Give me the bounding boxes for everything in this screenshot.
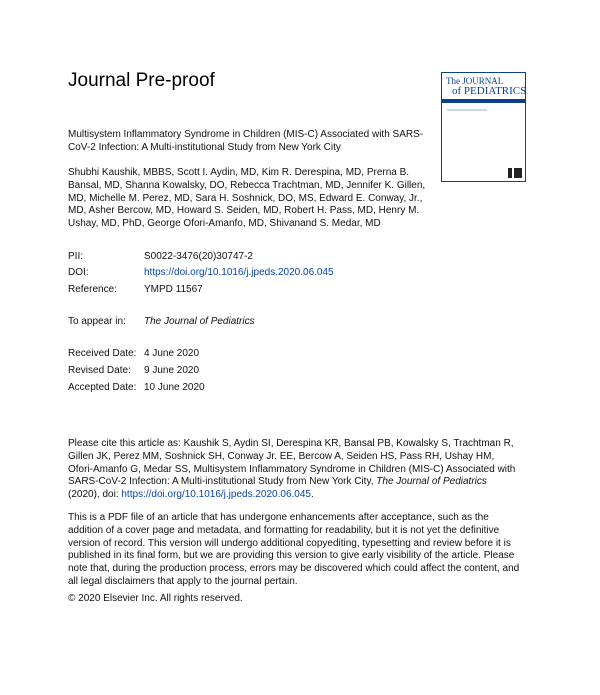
cover-title-line2: of PEDIATRICS [452,85,527,97]
accepted-date-value: 10 June 2020 [144,382,205,393]
citation-suffix: . [310,489,314,501]
revised-date-row [68,365,199,377]
revised-date-label: Revised Date: [68,365,131,376]
cover-subtitle-bar [447,109,487,111]
article-title: Multisystem Inflammatory Syndrome in Children (MIS-C) Associated with SARS-CoV-2 Infection: A Multi-institutional Study from New York City [68,129,424,153]
reference-value: YMPD 11567 [144,284,203,295]
revised-date-value: 9 June 2020 [144,365,200,376]
pii-row [68,251,253,263]
received-date-row [68,348,199,360]
doi-link[interactable]: https://doi.org/10.1016/j.jpeds.2020.06.045 [144,267,334,278]
elsevier-logo-mark-small [508,168,512,178]
doi-label: DOI: [68,267,89,278]
cover-title-line1: The JOURNAL [446,76,504,86]
pre-proof-notice: This is a PDF file of an article that has undergone enhancements after acceptance, such as the addition of a cover page and metadata, and formatting for readability, but it is not yet the definitive version of record. This version will undergo additional copyediting, typesetting and review before it is published in its final form, but we are providing this version to give early visibility of the article. Please note that, during the production process, errors may be discovered which could affect the content, and all legal disclaimers that apply to the journal pertain. [68,512,520,587]
article-authors: Shubhi Kaushik, MBBS, Scott I. Aydin, MD, Kim R. Derespina, MD, Prerna B. Bansal, MD, Shanna Kowalsky, DO, Rebecca Trachtman, MD, Jennifer K. Gillen, MD, Michelle M. Perez, MD, Sara H. Soshnick, DO, MS, Edward E. Conway, Jr., MD, Asher Bercow, MD, Howard S. Seiden, MD, Robert H. Pass, MD, Henry M. Ushay, MD, PhD, George Ofori-Amanfo, MD, Shivanand S. Medar, MD [68,167,426,230]
pii-label: PII: [68,251,84,262]
received-date-value: 4 June 2020 [144,348,200,359]
citation-paragraph [68,438,518,502]
accepted-date-label: Accepted Date: [68,382,137,393]
journal-pre-proof-heading: Journal Pre-proof [68,70,215,91]
elsevier-logo-mark [514,168,522,178]
cover-band [442,99,525,103]
citation-prefix: Please cite this article as: Kaushik S, Aydin SI, Derespina KR, Bansal PB, Kowalsky S, Trachtman R, Gillen JK, Perez MM, Soshnick SH, Conway Jr. EE, Bercow A, Seiden HS, Pass RH, Ushay HM, Ofori-Amanfo G, Medar SS, Multisystem Inflammatory Syndrome in Children (MIS-C) Associated with SARS-CoV-2 Infection: A Multi-institutional Study from New York City, [68,438,516,488]
pii-value: S0022-3476(20)30747-2 [144,251,253,262]
received-date-label: Received Date: [68,348,137,359]
journal-cover-thumbnail [441,72,526,182]
appear-in-label: To appear in: [68,316,126,327]
reference-row [68,284,203,296]
citation-year: (2020), doi: [68,489,122,501]
appear-in-row [68,316,255,328]
citation-journal: The Journal of Pediatrics [376,476,487,488]
citation-doi-link[interactable]: https://doi.org/10.1016/j.jpeds.2020.06.045 [121,489,311,501]
appear-in-value: The Journal of Pediatrics [144,316,255,327]
doi-row [68,267,334,279]
cover-masthead [442,73,525,97]
accepted-date-row [68,382,205,394]
reference-label: Reference: [68,284,117,295]
copyright-notice: © 2020 Elsevier Inc. All rights reserved. [68,593,243,604]
